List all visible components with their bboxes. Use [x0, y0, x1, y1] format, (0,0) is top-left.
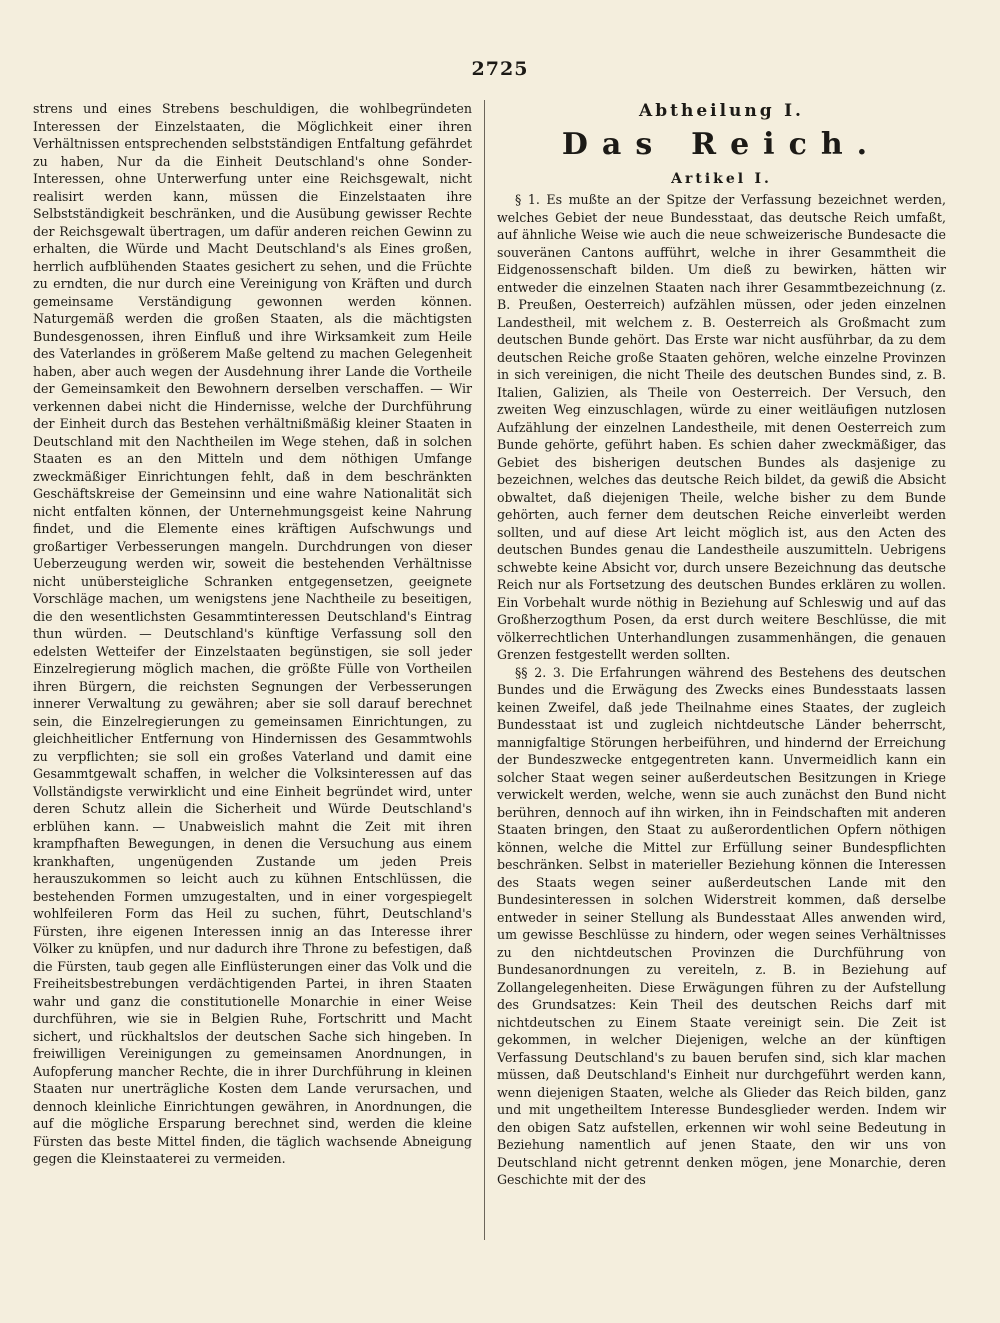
section-heading: Abtheilung I.	[639, 101, 804, 121]
right-column	[497, 100, 946, 1189]
left-column	[33, 100, 472, 1168]
part-title: Das Reich.	[561, 127, 882, 162]
article-heading: Artikel I.	[671, 171, 772, 187]
column-divider	[484, 100, 485, 1240]
page-number: 2725	[471, 58, 529, 80]
right-paragraph-2: §§ 2. 3. Die Erfahrungen während des Bestehens des deutschen Bundes und die Erwägung des Zwecks eines Bundesstaats lassen keinen Zweifel, daß jede Theilnahme eines Staates, der zugleich Bundesstaat ist und zugleich nichtdeutsche Länder beherrscht, mannigfaltige Störungen herbeiführen, und hindernd der Erreichung der Bundeszwecke entgegentreten kann. Unvermeidlich kann ein solcher Staat wegen seiner außerdeutschen Besitzungen in Kriege verwickelt werden, welche, wenn sie auch zunächst den Bund nicht berühren, dennoch auf ihn wirken, ihn in Feindschaften mit anderen Staaten bringen, den Staat zu außerordentlichen Opfern nöthigen können, welche die Mittel zur Erfüllung seiner Bundespflichten beschränken. Selbst in materieller Beziehung können die Interessen des Staats wegen seiner außerdeutschen Lande mit den Bundesinteressen in solchen Widerstreit kommen, daß derselbe entweder in seiner Stellung als Bundesstaat Alles anwenden wird, um gewisse Beschlüsse zu hindern, oder wegen seines Verhältnisses zu den nichtdeutschen Provinzen die Durchführung von Bundesanordnungen zu vereiteln, z. B. in Beziehung auf Zollangelegenheiten. Diese Erwägungen führen zu der Aufstellung des Grundsatzes: Kein Theil des deutschen Reichs darf mit nichtdeutschen zu Einem Staate vereinigt sein. Die Zeit ist gekommen, in welcher Diejenigen, welche an der künftigen Verfassung Deutschland's zu bauen berufen sind, sich klar machen müssen, daß Deutschland's Einheit nur durchgeführt werden kann, wenn diejenigen Staaten, welche als Glieder das Reich bilden, ganz und mit ungetheiltem Interesse Bundesglieder werden. Indem wir den obigen Satz aufstellen, erkennen wir wohl seine Bedeutung in Beziehung namentlich auf jenen Staate, den wir uns von Deutschland nicht getrennt denken mögen, jene Monarchie, deren Geschichte mit der des	[497, 664, 946, 1187]
right-paragraph-1: § 1. Es mußte an der Spitze der Verfassung bezeichnet werden, welches Gebiet der neue Bundesstaat, das deutsche Reich umfaßt, auf ähnliche Weise wie auch die neue schweizerische Bundesacte die souveränen Cantons aufführt, welche in ihrer Gesammtheit die Eidgenossenschaft bilden. Um dieß zu bewirken, hätten wir entweder die einzelnen Staaten nach ihrer Gesammtbezeichnung (z. B. Preußen, Oesterreich) aufzählen müssen, oder jeden einzelnen Landestheil, mit welchem z. B. Oesterreich als Großmacht zum deutschen Bunde gehört. Das Erste war nicht ausführbar, da zu dem deutschen Reiche große Staaten gehören, welche einzelne Provinzen in sich vereinigen, die nicht Theile des deutschen Bundes sind, z. B. Italien, Galizien, als Theile von Oesterreich. Der Versuch, den zweiten Weg einzuschlagen, würde zu einer weitläufigen nutzlosen Aufzählung der einzelnen Landestheile, mit denen Oesterreich zum Bunde gehörte, geführt haben. Es schien daher zweckmäßiger, das Gebiet des bisherigen deutschen Bundes als dasjenige zu bezeichnen, welches das deutsche Reich bildet, da gewiß die Absicht obwaltet, daß diejenigen Theile, welche bisher zu dem Bunde gehörten, auch ferner dem deutschen Reiche einverleibt werden sollten, und auf diese Art leicht möglich ist, aus den Acten des deutschen Bundes genau die Landestheile auszumitteln. Uebrigens schwebte keine Absicht vor, durch unsere Bezeichnung das deutsche Reich nur als Fortsetzung des deutschen Bundes erklären zu wollen. Ein Vorbehalt wurde nöthig in Beziehung auf Schleswig und auf das Großherzogthum Posen, da erst durch weitere Beschlüsse, die mit völkerrechtlichen Unterhandlungen zusammenhängen, die genauen Grenzen festgestellt werden sollten.	[497, 192, 946, 662]
left-paragraph-1: strens und eines Strebens beschuldigen, die wohlbegründeten Interessen der Einzelstaaten, die Möglichkeit einer ihren Verhältnissen entsprechenden selbstständigen Entfaltung gefährdet zu haben, Nur da die Einheit Deutschland's ohne Sonder-Interessen, ohne Unterwerfung unter eine Reichsgewalt, nicht realisirt werden kann, müssen die Einzelstaaten ihre Selbstständigkeit beschränken, und die Ausübung gewisser Rechte der Reichsgewalt übertragen, um dafür anderen reichen Gewinn zu erhalten, die Würde und Macht Deutschland's als Eines großen, herrlich aufblühenden Staates gesichert zu sehen, und die Früchte zu erndten, die nur durch eine Vereinigung von Kräften und durch gemeinsame Verständigung gewonnen werden können. Naturgemäß werden die großen Staaten, als die mächtigsten Bundesgenossen, ihren Einfluß und ihre Wirksamkeit zum Heile des Vaterlandes in größerem Maße geltend zu machen Gelegenheit haben, aber auch wegen der Ausdehnung ihrer Lande die Vortheile der Gemeinsamkeit den Bewohnern derselben verschaffen. — Wir verkennen dabei nicht die Hindernisse, welche der Durchführung der Einheit durch das Bestehen verhältnißmäßig kleiner Staaten in Deutschland mit den Nachtheilen im Wege stehen, daß in solchen Staaten es an den Mitteln und dem nöthigen Umfange zweckmäßiger Einrichtungen fehlt, daß in dem beschränkten Geschäftskreise der Gemeinsinn und eine wahre Nationalität sich nicht entfalten können, der Unternehmungsgeist keine Nahrung findet, und die Elemente eines kräftigen Aufschwungs und großartiger Verbesserungen mangeln. Durchdrungen von dieser Ueberzeugung werden wir, soweit die bestehenden Verhältnisse nicht unübersteigliche Schranken entgegensetzen, geeignete Vorschläge machen, um wenigstens jene Nachtheile zu beseitigen, die den wesentlichsten Gesammtinteressen Deutschland's Eintrag thun würden. — Deutschland's künftige Verfassung soll den edelsten Wetteifer der Einzelstaaten begünstigen, sie soll jeder Einzelregierung möglich machen, die größte Fülle von Vortheilen ihren Bürgern, die reichsten Segnungen der Verbesserungen innerer Verwaltung zu gewähren; aber sie soll darauf berechnet sein, die Einzelregierungen zu gemeinsamen Einrichtungen, zu gleichheitlicher Entfernung von Hindernissen des Gesammtwohls zu verpflichten; sie soll ein großes Vaterland und damit eine Gesammtgewalt schaffen, in welcher die Volksinteressen auf das Vollständigste verwirklicht und eine Einheit begründet wird, unter deren Schutz allein die Sicherheit und Würde Deutschland's erblühen kann. — Unabweislich mahnt die Zeit mit ihren krampfhaften Bewegungen, in denen die Versuchung aus einem krankhaften, ungenügenden Zustande um jeden Preis herauszukommen so leicht auch zu kühnen Entschlüssen, die bestehenden Formen umzugestalten, und in einer vorgespiegelt wohlfeileren Form das Heil zu suchen, führt, Deutschland's Fürsten, ihre eigenen Interessen innig an das Interesse ihrer Völker zu knüpfen, und nur dadurch ihre Throne zu befestigen, daß die Fürsten, taub gegen alle Einflüsterungen einer das Volk und die Freiheitsbestrebungen verdächtigenden Partei, in ihren Staaten wahr und ganz die constitutionelle Monarchie in einer Weise durchführen, wie sie in Belgien Ruhe, Fortschritt und Macht sichert, und rückhaltslos der deutschen Sache sich hingeben. In freiwilligen Vereinigungen zu gemeinsamen Anordnungen, in Aufopferung mancher Rechte, die in ihrer Durchführung in kleinen Staaten nur unerträgliche Kosten dem Lande verursachen, und dennoch kleinliche Einrichtungen gewähren, in Anordnungen, die auf die mögliche Ersparung berechnet sind, werden die kleine Fürsten das beste Mittel finden, die täglich wachsende Abneigung gegen die Kleinstaaterei zu vermeiden.	[33, 101, 472, 1166]
